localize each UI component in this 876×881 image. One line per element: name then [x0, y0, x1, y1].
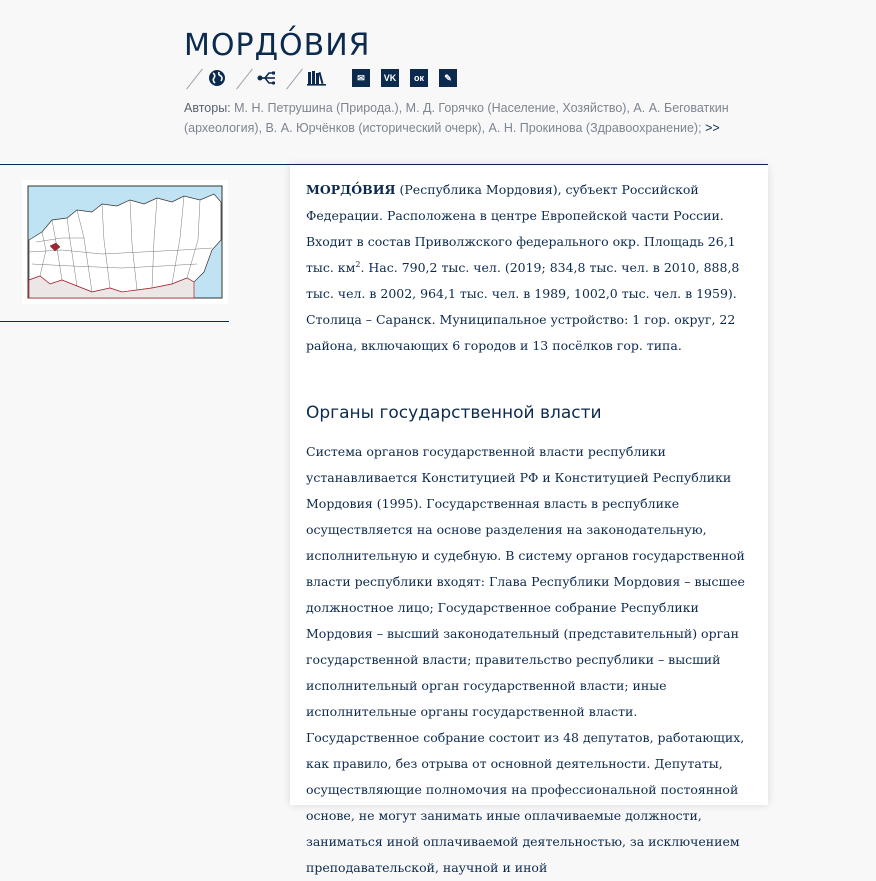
globe-icon[interactable] — [206, 67, 228, 89]
share-nodes-icon[interactable] — [256, 67, 278, 89]
term-bold: МОРДО́ВИЯ — [306, 182, 396, 197]
location-map[interactable] — [22, 180, 228, 304]
russia-map-image — [22, 180, 228, 304]
vk-icon: VK — [383, 73, 397, 83]
article-body — [290, 165, 768, 875]
authors-more-link[interactable]: >> — [705, 121, 720, 135]
authors-label: Авторы: — [184, 101, 231, 115]
divider — [234, 66, 256, 90]
authors-text: М. Н. Петрушина (Природа.), М. Д. Горячко (Население, Хозяйство), А. А. Беговаткин (археология), В. А. Юрчёнков (исторический очерк), А. Н. Прокинова (Здравоохранение); — [184, 101, 729, 135]
email-icon: ✉ — [357, 72, 365, 83]
lj-share-button[interactable] — [439, 69, 457, 87]
section-paragraph: Система органов государственной власти республики устанавливается Конституцией РФ и Конституцией Республики Мордовия (1995). Государственная власть в республике осуществляется на основе разделения на законодательную, исполнительную и судебную. В систему органов государственной власти республики входят: Глава Республики Мордовия – высшее должностное лицо; Государственное собрание Республики Мордовия – высший законодательный (представительный) орган государственной власти; правительство республики – высший исполнительный орган государственной власти; иные исполнительные органы государственной власти. Государственное собрание состоит из 48 депутатов, работающих, как правило, без отрыва от основной деятельности. Депутаты, осуществляющие полномочия на профессиональной постоянной основе, не могут занимать иные оплачиваемые должности, заниматься иной оплачиваемой деятельностью, за исключением преподавательской, научной и иной — [306, 444, 745, 875]
odnoklassniki-icon: ок — [413, 73, 424, 83]
vk-share-button[interactable] — [381, 69, 399, 87]
map-divider — [0, 321, 229, 322]
page-title: МОРДО́ВИЯ — [184, 28, 371, 63]
divider — [284, 66, 306, 90]
article-header — [184, 26, 744, 138]
tool-icons-row — [184, 66, 744, 90]
ok-share-button[interactable] — [410, 69, 428, 87]
authors-line — [184, 98, 744, 138]
email-share-button[interactable] — [352, 69, 370, 87]
livejournal-icon: ✎ — [444, 72, 452, 83]
library-icon[interactable] — [306, 67, 328, 89]
section-heading: Органы государственной власти — [306, 403, 602, 423]
divider — [184, 66, 206, 90]
share-buttons — [352, 69, 468, 87]
lead-paragraph: МОРДО́ВИЯ (Республика Мордовия), субъект Российской Федерации. Расположена в центре Европейской части России. Входит в состав Приволжского федерального окр. Площадь 26,1 тыс. $км^2$. Нас. 790,2 тыс. чел. (2019; 834,8 тыс. чел. в 2010, 888,8 тыс. чел. в 2002, 964,1 тыс. чел. в 1989, 1002,0 тыс. чел. в 1959). Столица – Саранск. Муниципальное устройство: 1 гор. округ, 22 района, включающих 6 городов и 13 посёлков гор. типа. — [306, 182, 740, 353]
